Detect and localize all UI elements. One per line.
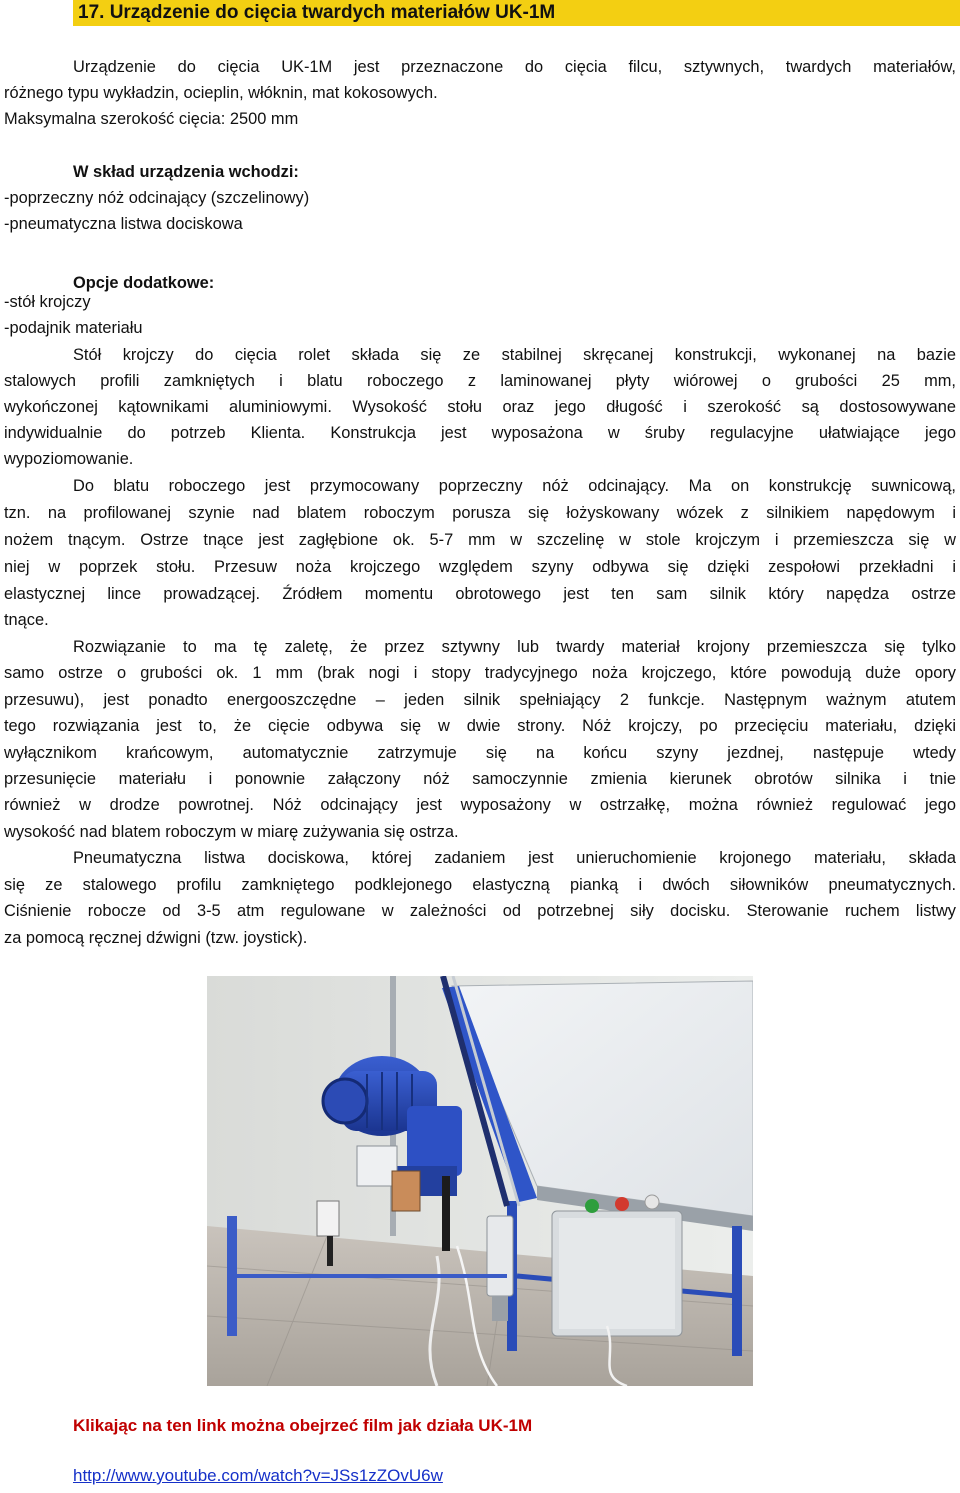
page-title: 17. Urządzenie do cięcia twardych materiałów UK-1M [78,2,556,23]
components-heading: W skład urządzenia wchodzi: [73,163,299,181]
component-item: -pneumatyczna listwa dociskowa [4,215,243,233]
body-line: przesuwu), jest ponadto energooszczędne – jeden silnik spełniający 2 funkcje. Następnym ważnym atutem [4,691,956,709]
body-line: Rozwiązanie to ma tę zaletę, że przez sztywny lub twardy materiał krojony przemieszcza się tylko [73,638,956,656]
options-heading: Opcje dodatkowe: [73,274,215,292]
body-line: wyłącznikom krańcowym, automatycznie zatrzymuje się na końcu szyny jezdnej, następuje wtedy [4,744,956,762]
component-item: -poprzeczny nóż odcinający (szczelinowy) [4,189,310,207]
option-item: -podajnik materiału [4,319,143,337]
body-line: za pomocą ręcznej dźwigni (tzw. joystick). [4,929,308,947]
body-line: wypoziomowanie. [4,450,134,468]
body-line: indywidualnie do potrzeb Klienta. Konstrukcja jest wyposażona w śruby regulacyjne ułatwiające jego [4,424,956,442]
body-line: wykończonej kątownikami aluminiowymi. Wysokość stołu oraz jego długość i szerokość są dostosowywane [4,398,956,416]
body-line: tnące. [4,611,49,629]
video-link-caption: Klikając na ten link można obejrzeć film jak działa UK-1M [73,1416,533,1435]
body-line: stalowych profili zamkniętych i blatu roboczego z laminowanej płyty wiórowej o grubości 25 mm, [4,372,956,390]
body-line: wysokość nad blatem roboczym w miarę zużywania się ostrza. [4,823,459,841]
body-line: Stół krojczy do cięcia rolet składa się ze stabilnej skręcanej konstrukcji, wykonanej na bazie [73,346,956,364]
body-line: niej w poprzek stołu. Przesuw noża krojczego względem szyny odbywa się dzięki zespołowi przekładni i [4,558,956,576]
body-line: Do blatu roboczego jest przymocowany poprzeczny nóż odcinający. Ma on konstrukcję suwnicową, [73,477,956,495]
body-line: Pneumatyczna listwa dociskowa, której zadaniem jest unieruchomienie krojonego materiału, składa [73,849,956,867]
body-line: samo ostrze o grubości ok. 1 mm (brak nogi i stopy tradycyjnego noża krojczego, które powodują duże opory [4,664,956,682]
body-line: również w drodze powrotnej. Nóż odcinający jest wyposażony w ostrzałkę, można również regulować jego [4,796,956,814]
body-line: nożem tnącym. Ostrze tnące jest zagłębione ok. 5-7 mm w szczelinę w stole krojczym i przemieszcza się w [4,531,956,549]
body-line: elastycznej lince prowadzącej. Źródłem momentu obrotowego jest ten sam silnik który napędza ostrze [4,585,956,603]
intro-line-1: Urządzenie do cięcia UK-1M jest przeznaczone do cięcia filcu, sztywnych, twardych materiałów, [73,58,956,76]
max-cut-width: Maksymalna szerokość cięcia: 2500 mm [4,110,299,128]
body-line: tzn. na profilowanej szynie nad blatem roboczym porusza się łożyskowany wózek z silnikiem napędowym i [4,504,956,522]
body-line: Ciśnienie robocze od 3-5 atm regulowane w zależności od potrzebnej siły docisku. Sterowanie ruchem listwy [4,902,956,920]
video-link[interactable]: http://www.youtube.com/watch?v=JSs1zZOvU6w [73,1466,443,1485]
body-line: przesunięcie materiału i ponownie załączony nóż samoczynnie zmienia kierunek obrotów silnika i tnie [4,770,956,788]
body-line: tego rozwiązania jest to, że cięcie odbywa się w dwie strony. Nóż krojczy, po przecięciu materiału, dzięki [4,717,956,735]
intro-line-2: różnego typu wykładzin, ocieplin, włóknin, mat kokosowych. [4,84,438,102]
product-photo [207,976,753,1386]
option-item: -stół krojczy [4,293,91,311]
body-line: się ze stalowego profilu zamkniętego podklejonego elastyczną pianką i dwóch siłowników pneumatycznych. [4,876,956,894]
